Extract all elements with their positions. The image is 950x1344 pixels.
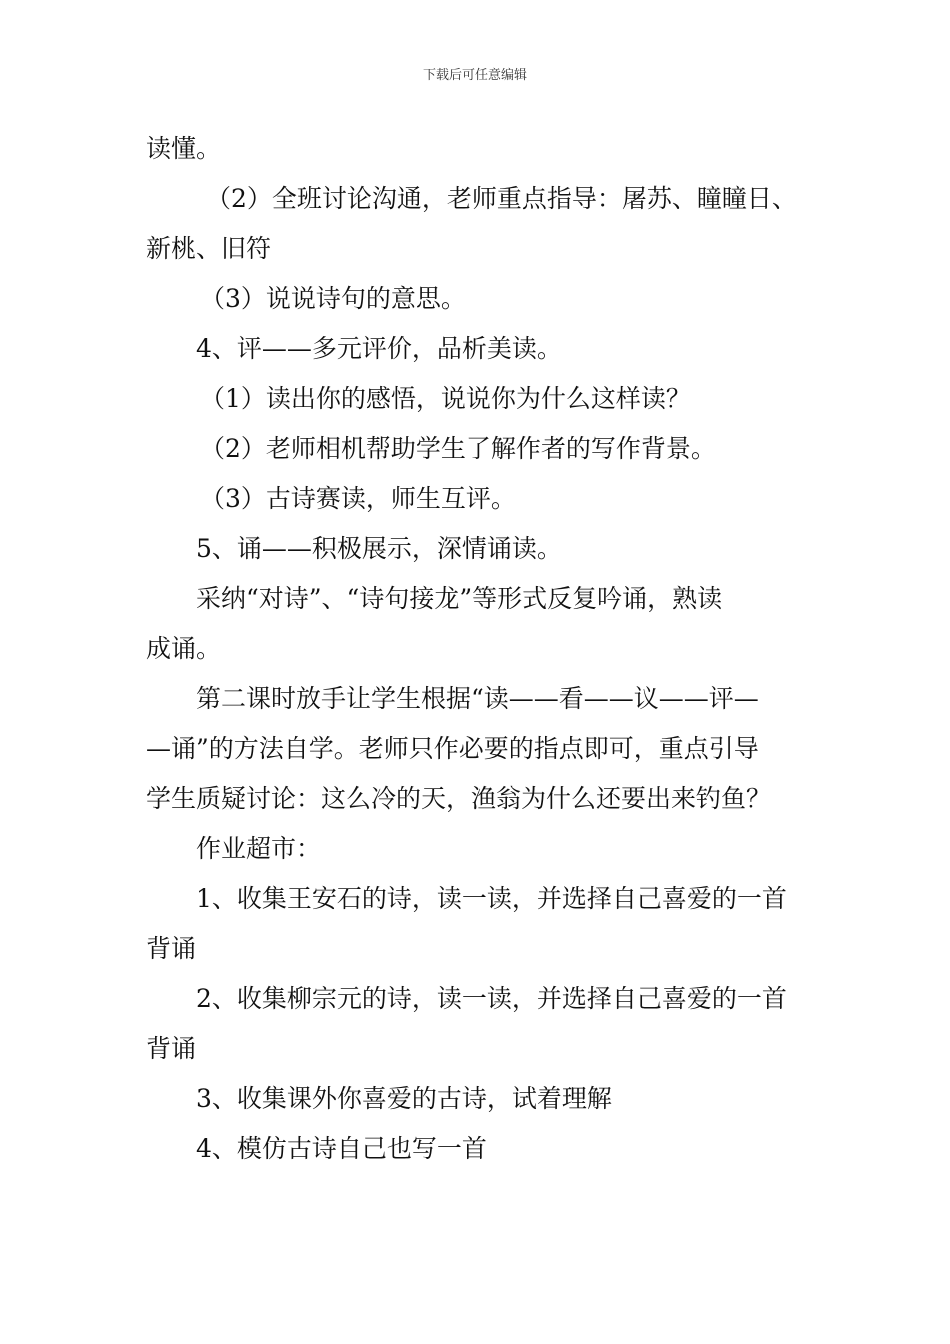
text-line: 4、模仿古诗自己也写一首 [196,1134,487,1163]
text-line: （2）全班讨论沟通，老师重点指导：屠苏、瞳瞳日、 [206,184,797,213]
page-header: 下载后可任意编辑 [422,68,527,83]
text-line: 第二课时放手让学生根据“读——看——议——评— [196,684,759,713]
document-body [146,124,810,1174]
text-line: （3）说说诗句的意思。 [200,284,466,313]
text-line: 背诵 [146,1034,197,1063]
text-line: 3、收集课外你喜爱的古诗，试着理解 [196,1084,612,1113]
text-line: —诵”的方法自学。老师只作必要的指点即可，重点引导 [146,734,759,763]
text-line: 4、评——多元评价，品析美读。 [196,334,562,363]
text-line: 采纳“对诗”、“诗句接龙”等形式反复吟诵，熟读 [196,584,723,613]
text-line: 成诵。 [146,634,222,663]
text-line: 读懂。 [146,134,222,163]
text-line: （2）老师相机帮助学生了解作者的写作背景。 [200,434,716,463]
text-line: 作业超市： [196,834,322,863]
text-line: 学生质疑讨论：这么冷的天，渔翁为什么还要出来钓鱼？ [146,784,772,813]
text-line: 背诵 [146,934,197,963]
text-line: （3）古诗赛读，师生互评。 [200,484,516,513]
text-line: 2、收集柳宗元的诗，读一读，并选择自己喜爱的一首 [196,984,787,1013]
text-line: （1）读出你的感悟，说说你为什么这样读？ [200,384,691,413]
text-line: 5、诵——积极展示，深情诵读。 [196,534,562,563]
text-line: 新桃、旧符 [146,234,272,263]
text-line: 1、收集王安石的诗，读一读，并选择自己喜爱的一首 [196,884,787,913]
